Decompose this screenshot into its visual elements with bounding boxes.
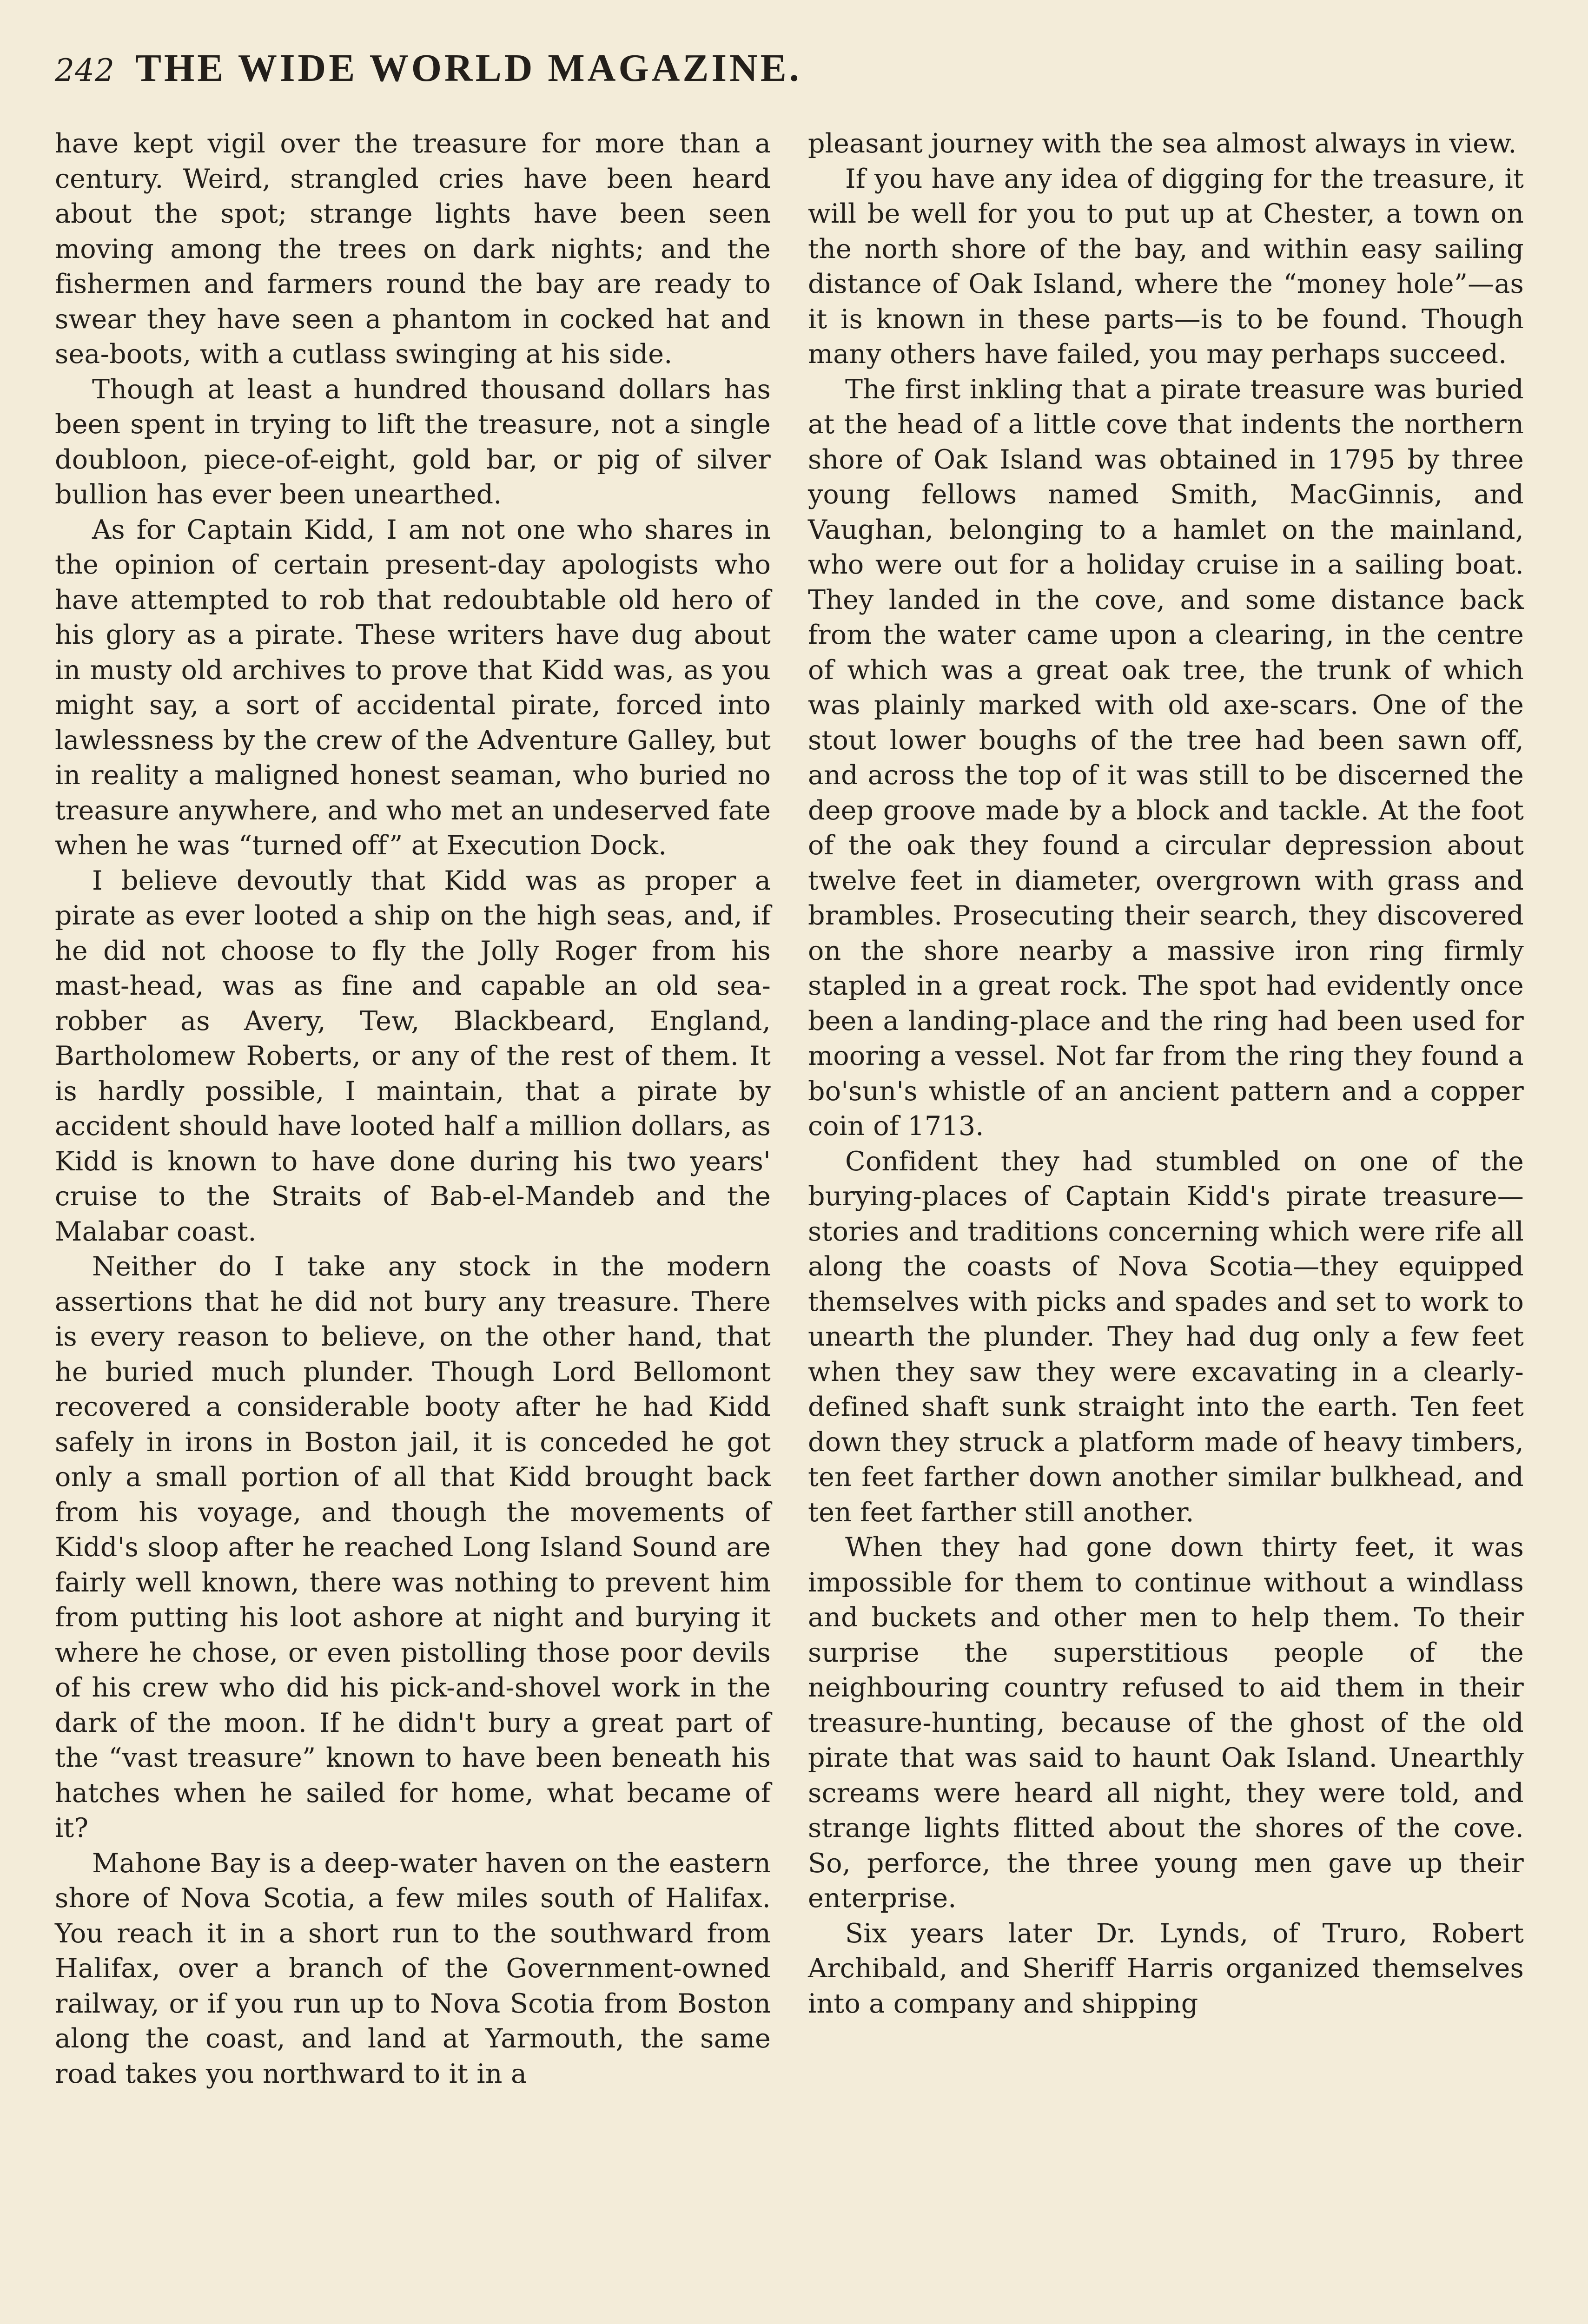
paragraph: I believe devoutly that Kidd was as proper a pirate as ever looted a ship on the high seas, and, if he did not choose to fly the Jolly Roger from his mast-head, was as fine and capable an old sea-robber as Avery, Tew, Blackbeard, England, Bartholomew Roberts, or any of the rest of them. It is hardly possible, I maintain, that a pirate by accident should have looted half a million dollars, as Kidd is known to have done during his two years' cruise to the Straits of Bab-el-Mandeb and the Malabar coast. [55,865,771,1247]
article-body [55,126,1524,2324]
paragraph: The first inkling that a pirate treasure was buried at the head of a little cove that indents the northern shore of Oak Island was obtained in 1795 by three young fellows named Smith, MacGinnis, and Vaughan, belonging to a hamlet on the mainland, who were out for a holiday cruise in a sailing boat. They landed in the cove, and some distance back from the water came upon a clearing, in the centre of which was a great oak tree, the trunk of which was plainly marked with old axe-scars. One of the stout lower boughs of the tree had been sawn off, and across the top of it was still to be discerned the deep groove made by a block and tackle. At the foot of the oak they found a circular depression about twelve feet in diameter, overgrown with grass and brambles. Prosecuting their search, they discovered on the shore nearby a massive iron ring firmly stapled in a great rock. The spot had evidently once been a landing-place and the ring had been used for mooring a vessel. Not far from the ring they found a bo'sun's whistle of an ancient pattern and a copper coin of 1713. [808,374,1524,1142]
paragraph: Mahone Bay is a deep-water haven on the eastern shore of Nova Scotia, a few miles south of Halifax. You reach it in a short run to the southward from Halifax, over a branch of the Government-owned railway, or if you run up to Nova Scotia from Boston along the coast, and land at Yarmouth, the same road takes you northward to it in a [55,1848,771,2089]
left-column [55,126,771,2324]
paragraph: have kept vigil over the treasure for more than a century. Weird, strangled cries have been heard about the spot; strange lights have been seen moving among the trees on dark nights; and the fishermen and farmers round the bay are ready to swear they have seen a phantom in cocked hat and sea-boots, with a cutlass swinging at his side. [55,128,771,370]
paragraph: Though at least a hundred thousand dollars has been spent in trying to lift the treasure, not a single doubloon, piece-of-eight, gold bar, or pig of silver bullion has ever been unearthed. [55,374,771,510]
paragraph: As for Captain Kidd, I am not one who shares in the opinion of certain present-day apologists who have attempted to rob that redoubtable old hero of his glory as a pirate. These writers have dug about in musty old archives to prove that Kidd was, as you might say, a sort of accidental pirate, forced into lawlessness by the crew of the Adventure Galley, but in reality a maligned honest seaman, who buried no treasure anywhere, and who met an undeserved fate when he was “turned off” at Execution Dock. [55,514,771,861]
paragraph: Confident they had stumbled on one of the burying-places of Captain Kidd's pirate treasure—stories and traditions concerning which were rife all along the coasts of Nova Scotia—they equipped themselves with picks and spades and set to work to unearth the plunder. They had dug only a few feet when they saw they were excavating in a clearly-defined shaft sunk straight into the earth. Ten feet down they struck a platform made of heavy timbers, ten feet farther down another similar bulkhead, and ten feet farther still another. [808,1146,1524,1528]
paragraph: Six years later Dr. Lynds, of Truro, Robert Archibald, and Sheriff Harris organized themselves into a company and shipping [808,1918,1524,2019]
paragraph: If you have any idea of digging for the treasure, it will be well for you to put up at Chester, a town on the north shore of the bay, and within easy sailing distance of Oak Island, where the “money hole”—as it is known in these parts—is to be found. Though many others have failed, you may perhaps succeed. [808,163,1524,370]
page-number: 242 [55,53,115,88]
paragraph: pleasant journey with the sea almost always in view. [808,128,1517,159]
right-column [808,126,1524,2324]
magazine-title: THE WIDE WORLD MAGAZINE. [135,46,802,90]
paragraph: Neither do I take any stock in the modern assertions that he did not bury any treasure. There is every reason to believe, on the other hand, that he buried much plunder. Though Lord Bellomont recovered a considerable booty after he had Kidd safely in irons in Boston jail, it is conceded he got only a small portion of all that Kidd brought back from his voyage, and though the movements of Kidd's sloop after he reached Long Island Sound are fairly well known, there was nothing to prevent him from putting his loot ashore at night and burying it where he chose, or even pistolling those poor devils of his crew who did his pick-and-shovel work in the dark of the moon. If he didn't bury a great part of the “vast treasure” known to have been beneath his hatches when he sailed for home, what became of it? [55,1251,771,1843]
paragraph: When they had gone down thirty feet, it was impossible for them to continue without a windlass and buckets and other men to help them. To their surprise the superstitious people of the neighbouring country refused to aid them in their treasure-hunting, because of the ghost of the old pirate that was said to haunt Oak Island. Unearthly screams were heard all night, they were told, and strange lights flitted about the shores of the cove. So, perforce, the three young men gave up their enterprise. [808,1532,1524,1914]
page-header [55,46,1542,97]
